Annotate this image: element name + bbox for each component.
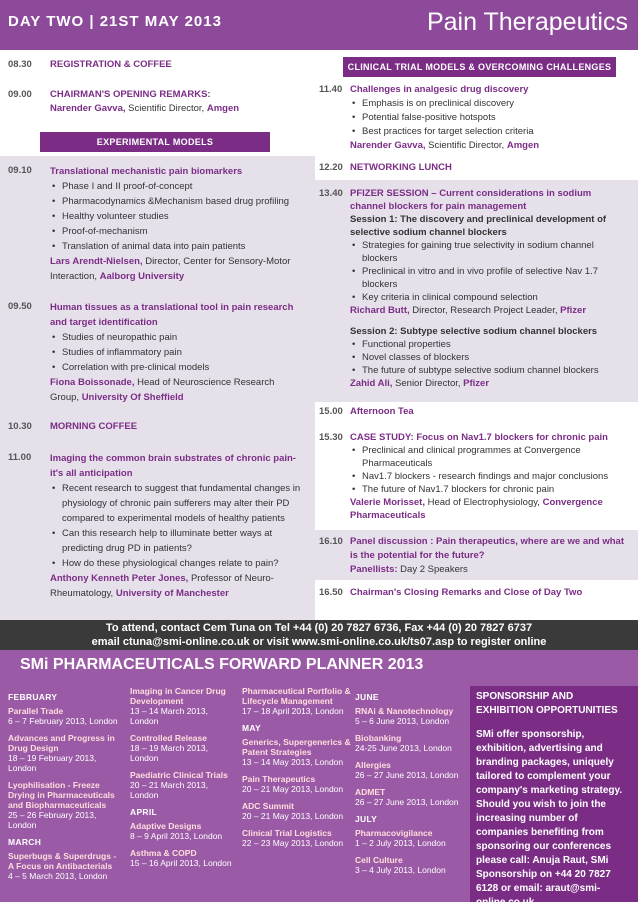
planner-event: Imaging in Cancer Drug Development 13 – 14 March 2013, London [130, 686, 226, 726]
planner-month: APRIL [130, 807, 157, 817]
left-column: 08.30 REGISTRATION & COFFEE 09.00 CHAIRMAN'S OPENING REMARKS: Narender Gavva, Scientific Director, Amgen EXPERIMENTAL MODELS 09.10 Translational mechanistic pain biomarkers • Phase I and II proof-of-concept • Pharmacodynamics &Mechanism based drug profiling • Healthy volunteer studies • Proof-of-mechanism • Translation of animal data into pain patients Lars Arendt-Nielsen, Director, Center for Sensory-Motor Interaction, Aalborg University 09.50 Human tissues as a translational tool in pain research and target identification • Studies of neuropathic pain • Studies of inflammatory pain • Correlation with pre-clinical models Fiona Boissonade, Head of Neuroscience Research Group, University Of Sheffield 10.30 MORNING COFFEE 11.00 Imaging the common brain substrates of chronic pain- it's all anticipation • Recent research to suggest that fundamental changes in physiology of chronic pain sufferers may alter their PD compared to experimental models of healthy patients • Can this research help to illuminate better ways at predicting drug PD in patients? • How do these physiological changes relate to pain? Anthony Kenneth Peter Jones, Professor of Neuro-Rheumatology, University of Manchester [0, 50, 315, 620]
planner-event: ADMET 26 – 27 June 2013, London [355, 787, 459, 807]
planner-event: Pharmaceutical Portfolio & Lifecycle Management 17 – 18 April 2013, London [242, 686, 351, 716]
planner-event: Controlled Release 18 – 19 March 2013, London [130, 733, 208, 763]
planner-event: Clinical Trial Logistics 22 – 23 May 2013, London [242, 828, 344, 848]
planner-col-3 [242, 686, 352, 855]
sponsorship-box: SPONSORSHIP AND EXHIBITION OPPORTUNITIES SMi offer sponsorship, exhibition, advertising and branding packages, uniquely tailored to complement your company's marketing strategy. Should you wish to join the increasing number of companies benefiting from sponsoring our conferences please call: Anuja Raut, SMi Sponsorship on +44 20 7827 6128 or email: araut@smi-online.co.uk [470, 686, 638, 902]
planner-col-2 [130, 686, 238, 875]
planner-event: Parallel Trade 6 – 7 February 2013, London [8, 706, 118, 726]
planner-event: RNAi & Nanotechnology 5 – 6 June 2013, London [355, 706, 454, 726]
planner-event: Allergies 26 – 27 June 2013, London [355, 760, 459, 780]
planner-event: Adaptive Designs 8 – 9 April 2013, London [130, 821, 223, 841]
planner-event: Lyophilisation - Freeze Drying in Pharmaceuticals and Biopharmaceuticals 25 – 26 February 2013, London [8, 780, 115, 830]
day-label: DAY TWO | 21ST MAY 2013 [8, 13, 222, 30]
planner-col-1 [8, 686, 120, 888]
planner-event: Pharmacovigilance 1 – 2 July 2013, London [355, 828, 446, 848]
forward-planner [0, 650, 638, 908]
section-clinical-trial-models: CLINICAL TRIAL MODELS & OVERCOMING CHALLENGES [343, 57, 616, 77]
planner-month: FEBRUARY [8, 692, 58, 702]
planner-event: Cell Culture 3 – 4 July 2013, London [355, 855, 446, 875]
header-banner [0, 0, 638, 50]
planner-event: ADC Summit 20 – 21 May 2013, London [242, 801, 344, 821]
planner-month: JULY [355, 814, 378, 824]
planner-month: JUNE [355, 692, 379, 702]
page-title: Pain Therapeutics [426, 8, 628, 36]
planner-title: SMi PHARMACEUTICALS FORWARD PLANNER 2013 [20, 656, 424, 673]
planner-event: Biobanking 24-25 June 2013, London [355, 733, 452, 753]
planner-event: Advances and Progress in Drug Design 18 – 19 February 2013, London [8, 733, 115, 773]
planner-event: Paediatric Clinical Trials 20 – 21 March 2013, London [130, 770, 228, 800]
right-column: CLINICAL TRIAL MODELS & OVERCOMING CHALLENGES 11.40 Challenges in analgesic drug discovery • Emphasis is on preclinical discovery • Potential false-positive hotspots • Best practices for target selection criteria Narender Gavva, Scientific Director, Amgen 12.20 NETWORKING LUNCH 13.40 PFIZER SESSION – Current considerations in sodium channel blockers for pain management Session 1: The discovery and preclinical development of selective sodium channel blockers • Strategies for gaining true selectivity in sodium channel blockers • Preclinical in vitro and in vivo profile of selective Nav 1.7 blockers • Key criteria in clinical compound selection Richard Butt, Director, Research Project Leader, Pfizer Session 2: Subtype selective sodium channel blockers • Functional properties • Novel classes of blockers • The future of subtype selective sodium channel blockers Zahid Ali, Senior Director, Pfizer 15.00 Afternoon Tea 15.30 CASE STUDY: Focus on Nav1.7 blockers for chronic pain • Preclinical and clinical programmes at Convergence Pharmaceuticals • Nav1.7 blockers - research findings and major conclusions • The future of Nav1.7 blockers for chronic pain Valerie Morisset, Head of Electrophysiology, Convergence Pharmaceuticals 16.10 Panel discussion : Pain therapeutics, where are we and what is the potential for the future? Panellists: Day 2 Speakers 16.50 Chairman's Closing Remarks and Close of Day Two [315, 50, 638, 620]
planner-event: Generics, Supergenerics & Patent Strategies 13 – 14 May 2013, London [242, 737, 351, 767]
planner-col-4 [355, 686, 465, 882]
planner-month: MAY [242, 723, 262, 733]
planner-event: Asthma & COPD 15 – 16 April 2013, London [130, 848, 232, 868]
planner-event: Superbugs & Superdrugs - A Focus on Antibacterials 4 – 5 March 2013, London [8, 851, 117, 881]
planner-month: MARCH [8, 837, 42, 847]
contact-strip: To attend, contact Cem Tuna on Tel +44 (0) 20 7827 6736, Fax +44 (0) 20 7827 6737 email ctuna@smi-online.co.uk or visit www.smi-online.co.uk/ts07.asp to register online [0, 620, 638, 650]
planner-event: Pain Therapeutics 20 – 21 May 2013, London [242, 774, 344, 794]
section-experimental-models: EXPERIMENTAL MODELS [40, 132, 270, 152]
